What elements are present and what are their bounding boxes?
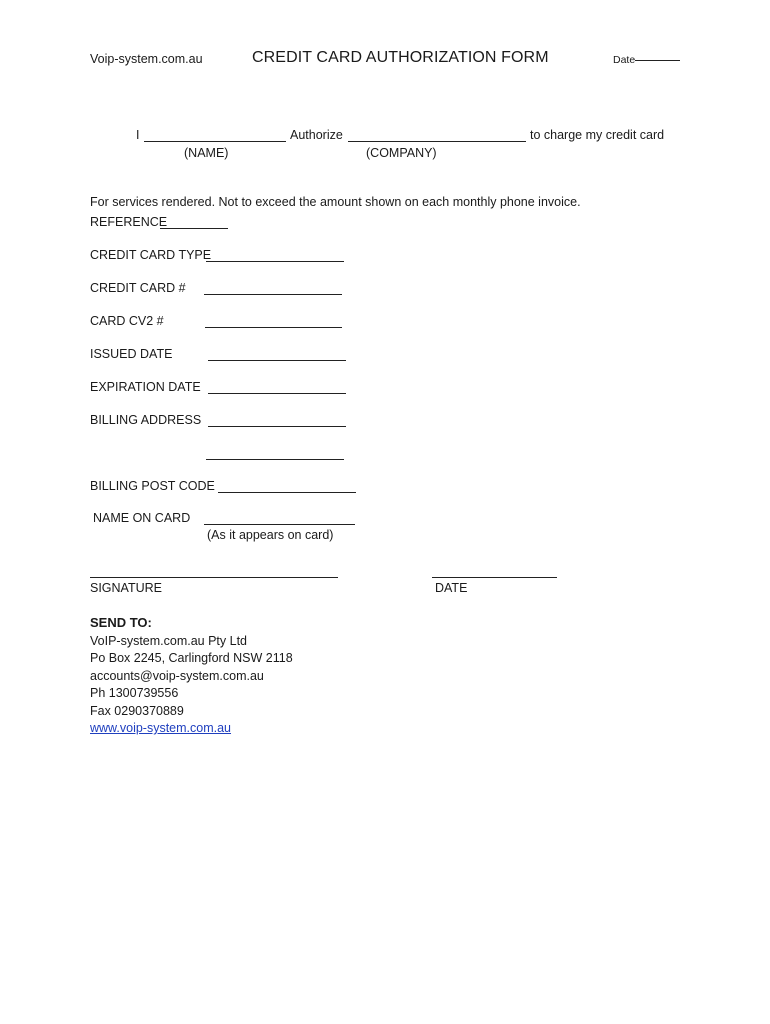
form-title: CREDIT CARD AUTHORIZATION FORM bbox=[252, 49, 549, 66]
cv2-blank[interactable] bbox=[205, 327, 342, 328]
send-to-heading: SEND TO: bbox=[90, 615, 152, 630]
website-link[interactable]: www.voip-system.com.au bbox=[90, 721, 232, 735]
auth-suffix: to charge my credit card bbox=[530, 128, 665, 142]
expiration-date-blank[interactable] bbox=[208, 393, 346, 394]
expiration-date-label: EXPIRATION DATE bbox=[90, 380, 201, 394]
send-to-fax: Fax 0290370889 bbox=[90, 704, 184, 718]
name-on-card-label: NAME ON CARD bbox=[93, 511, 191, 525]
company-blank[interactable] bbox=[348, 141, 526, 142]
header-date-label: Date bbox=[613, 54, 636, 66]
send-to-email: accounts@voip-system.com.au bbox=[90, 669, 264, 683]
card-number-label: CREDIT CARD # bbox=[90, 281, 186, 295]
billing-address-blank-2[interactable] bbox=[206, 459, 344, 460]
send-to-address: Po Box 2245, Carlingford NSW 2118 bbox=[90, 651, 293, 665]
send-to-company: VoIP-system.com.au Pty Ltd bbox=[90, 634, 248, 648]
signature-label: SIGNATURE bbox=[90, 581, 162, 595]
card-type-label: CREDIT CARD TYPE bbox=[90, 248, 212, 262]
billing-post-code-blank[interactable] bbox=[218, 492, 356, 493]
billing-address-label: BILLING ADDRESS bbox=[90, 413, 202, 427]
name-caption: (NAME) bbox=[184, 146, 229, 160]
reference-blank[interactable] bbox=[160, 228, 228, 229]
header-date-blank[interactable] bbox=[635, 60, 680, 61]
auth-prefix: I bbox=[136, 128, 140, 142]
send-to-phone: Ph 1300739556 bbox=[90, 686, 179, 700]
issued-date-blank[interactable] bbox=[208, 360, 346, 361]
issued-date-label: ISSUED DATE bbox=[90, 347, 173, 361]
reference-label: REFERENCE bbox=[90, 215, 168, 229]
billing-address-blank-1[interactable] bbox=[208, 426, 346, 427]
card-number-blank[interactable] bbox=[204, 294, 342, 295]
cv2-label: CARD CV2 # bbox=[90, 314, 164, 328]
name-on-card-hint: (As it appears on card) bbox=[207, 528, 334, 542]
card-type-blank[interactable] bbox=[206, 261, 344, 262]
signature-date-label: DATE bbox=[435, 581, 468, 595]
company-caption: (COMPANY) bbox=[366, 146, 437, 160]
header-date bbox=[613, 54, 680, 66]
billing-post-code-label: BILLING POST CODE bbox=[90, 479, 215, 493]
auth-authorize: Authorize bbox=[290, 128, 343, 142]
name-on-card-blank[interactable] bbox=[204, 524, 355, 525]
services-text: For services rendered. Not to exceed the amount shown on each monthly phone invoice. bbox=[90, 195, 581, 209]
signature-date-blank[interactable] bbox=[432, 577, 557, 578]
name-blank[interactable] bbox=[144, 141, 286, 142]
site-name: Voip-system.com.au bbox=[90, 52, 203, 66]
signature-blank[interactable] bbox=[90, 577, 338, 578]
